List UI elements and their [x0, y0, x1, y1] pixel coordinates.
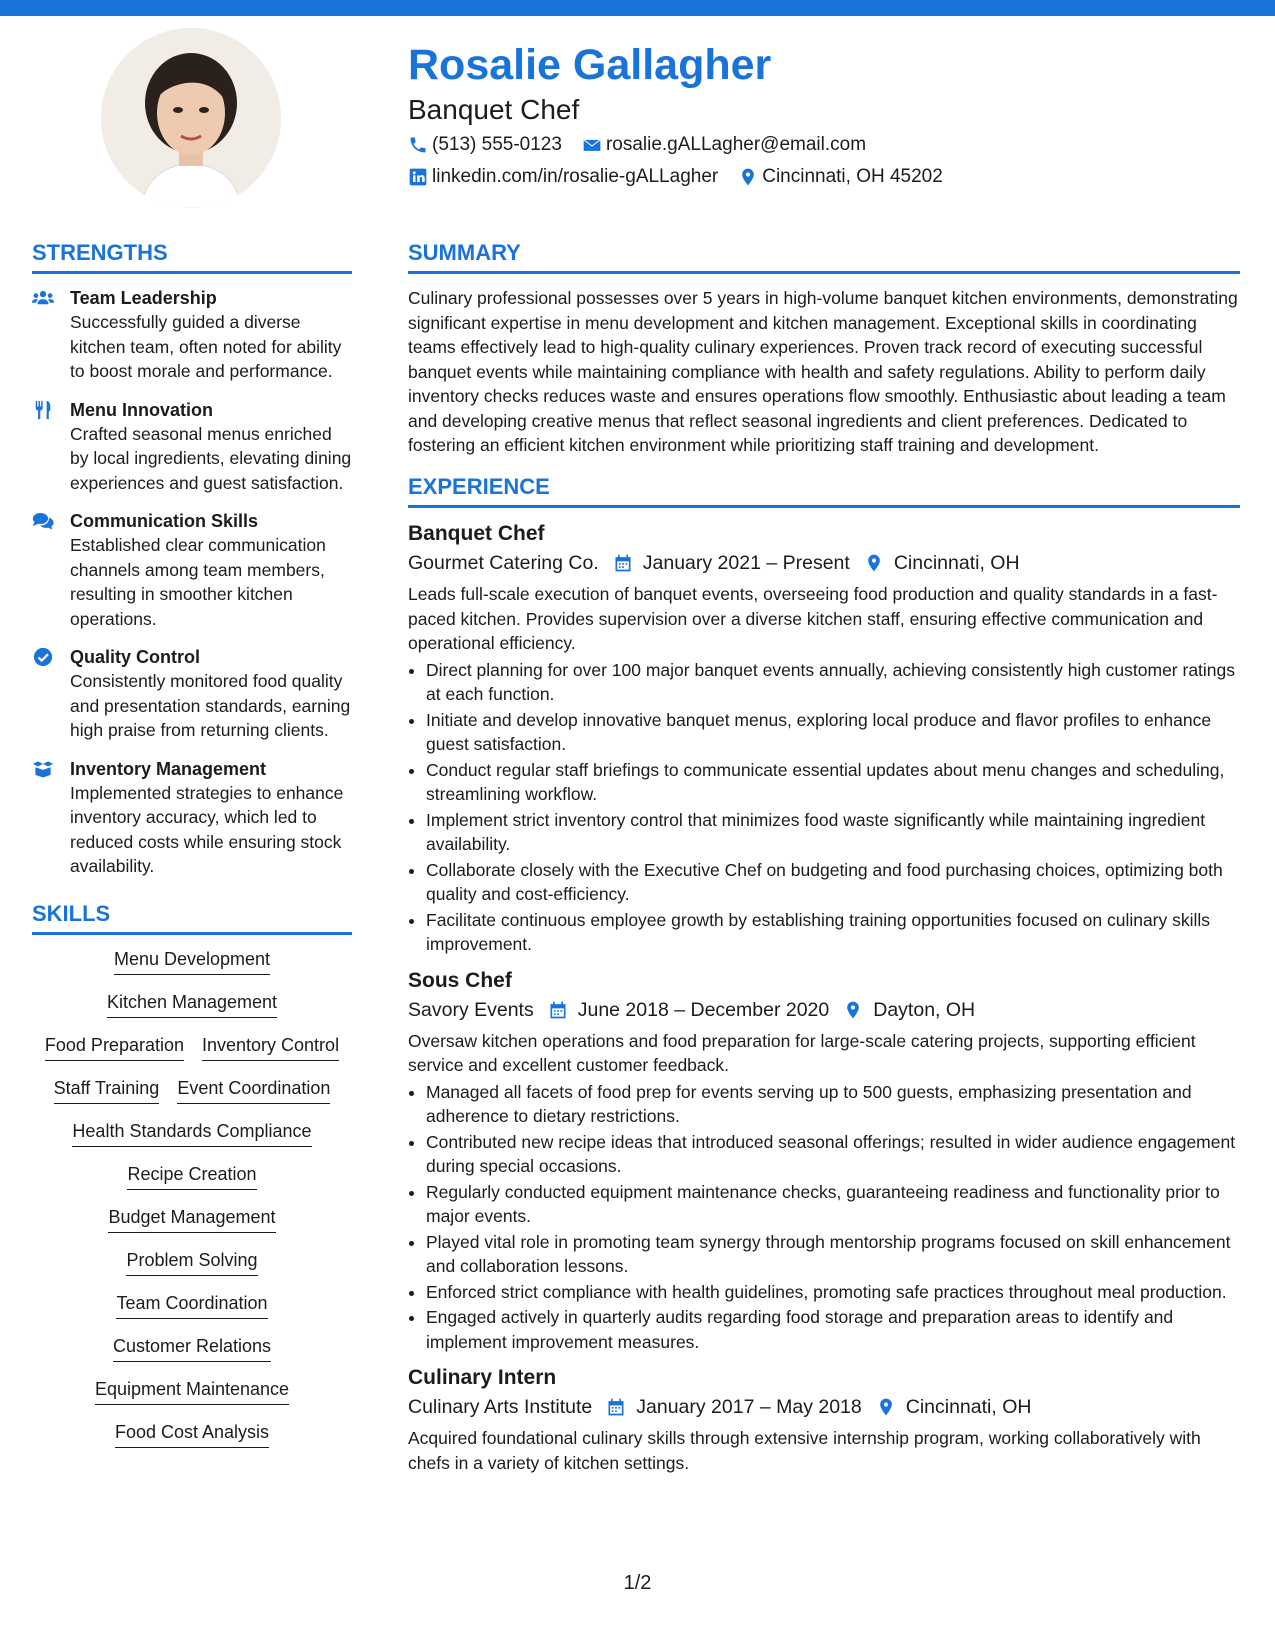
skill-tag: Food Cost Analysis — [115, 1420, 269, 1448]
linkedin-icon — [408, 167, 428, 187]
job-entry — [408, 967, 1240, 1355]
strength-desc: Crafted seasonal menus enriched by local ingredients, elevating dining experiences and guest satisfaction. — [70, 423, 352, 493]
skills-heading: SKILLS — [32, 901, 352, 935]
job-dates: June 2018 – December 2020 — [577, 998, 830, 1021]
bullet-item: • Facilitate continuous employee growth by establishing training opportunities focused on culinary skills improvement. — [426, 908, 1240, 957]
summary-text: Culinary professional possesses over 5 years in high-volume banquet kitchen environments, demonstrating significant expertise in menu development and kitchen management. Exceptional skills in coordinating teams effectively lead to high-quality culinary experiences. Proven track record of executing successful banquet events while maintaining compliance with health and safety regulations. Ability to perform daily inventory checks reduces waste and ensures operations flow smoothly. Enthusiastic about leading a team and developing creative menus that reflect seasonal ingredients and client preferences. Dedicated to fostering an efficient kitchen environment while prioritizing staff training and development. — [408, 288, 1238, 456]
comments-icon — [32, 511, 54, 531]
bullet-item: • Managed all facets of food prep for events serving up to 500 guests, emphasizing presentation and adherence to dietary restrictions. — [426, 1080, 1240, 1129]
strength-title: Quality Control — [70, 647, 200, 668]
job-entry — [408, 520, 1240, 957]
skill-tag: Kitchen Management — [107, 990, 277, 1018]
calendar-icon — [613, 553, 633, 573]
job-entry — [408, 1364, 1240, 1475]
strength-title: Communication Skills — [70, 511, 259, 532]
skill-tag: Customer Relations — [113, 1334, 271, 1362]
check-circle-icon — [32, 647, 54, 667]
contact-row — [408, 166, 963, 188]
utensils-icon — [32, 400, 54, 420]
skill-tag: Team Coordination — [116, 1291, 267, 1319]
strengths-heading: STRENGTHS — [32, 240, 352, 274]
strength-title: Inventory Management — [70, 758, 267, 779]
bullet-item: • Engaged actively in quarterly audits regarding food storage and preparation areas to identify and implement improvement measures. — [426, 1305, 1240, 1354]
company-name: Savory Events — [408, 998, 534, 1021]
skill-tag: Budget Management — [108, 1205, 275, 1233]
location-contact — [738, 166, 943, 188]
strength-item — [32, 757, 352, 879]
job-description: Leads full-scale execution of banquet events, overseeing food production and quality standards in a fast-paced kitchen. Provides supervision over a diverse kitchen staff, ensuring effective communication and operational efficiency. — [408, 584, 1218, 654]
job-location: Cincinnati, OH — [905, 1396, 1032, 1419]
location-text: Cincinnati, OH 45202 — [762, 166, 943, 187]
skill-tag: Event Coordination — [177, 1076, 330, 1104]
skill-tag: Recipe Creation — [127, 1162, 256, 1190]
contact-row — [408, 134, 886, 156]
skill-tag: Staff Training — [54, 1076, 160, 1104]
strength-item — [32, 286, 352, 384]
job-title: Sous Chef — [408, 968, 512, 992]
skill-tag: Problem Solving — [126, 1248, 257, 1276]
job-bullets — [408, 658, 1240, 957]
job-dates: January 2021 – Present — [642, 552, 850, 575]
top-accent-bar — [0, 0, 1275, 16]
bullet-item: • Implement strict inventory control that minimizes food waste significantly while maintaining ingredient availability. — [426, 808, 1240, 857]
skill-tag: Health Standards Compliance — [72, 1119, 311, 1147]
users-icon — [32, 288, 54, 308]
bullet-item: • Conduct regular staff briefings to communicate essential updates about menu changes and scheduling, streamlining workflow. — [426, 758, 1240, 807]
strength-item — [32, 398, 352, 496]
strength-title: Team Leadership — [70, 288, 217, 309]
skills-list — [32, 947, 352, 1448]
skill-tag: Menu Development — [114, 947, 270, 975]
map-pin-icon — [738, 167, 758, 187]
bullet-item: • Initiate and develop innovative banquet menus, exploring local produce and flavor profiles to enhance guest satisfaction. — [426, 708, 1240, 757]
bullet-item: • Regularly conducted equipment maintenance checks, guaranteeing readiness and functionality prior to major events. — [426, 1180, 1240, 1229]
calendar-icon — [548, 1000, 568, 1020]
bullet-item: • Played vital role in promoting team synergy through mentorship programs focused on skill enhancement and collaboration lessons. — [426, 1230, 1240, 1279]
strength-item — [32, 509, 352, 631]
phone-text: (513) 555-0123 — [432, 134, 562, 155]
linkedin-text: linkedin.com/in/rosalie-gALLagher — [432, 166, 719, 187]
bullet-item: • Contributed new recipe ideas that introduced seasonal offerings; resulted in wider audience engagement during special occasions. — [426, 1130, 1240, 1179]
summary-heading: SUMMARY — [408, 240, 1240, 274]
linkedin-contact[interactable] — [408, 166, 718, 188]
job-description: Oversaw kitchen operations and food preparation for large-scale catering projects, supporting efficient service and excellent customer feedback. — [408, 1030, 1196, 1076]
job-dates: January 2017 – May 2018 — [636, 1396, 862, 1419]
map-pin-icon — [864, 553, 884, 573]
skill-tag: Inventory Control — [202, 1033, 339, 1061]
bullet-item: • Collaborate closely with the Executive Chef on budgeting and food purchasing choices, optimizing both quality and cost-efficiency. — [426, 858, 1240, 907]
map-pin-icon — [843, 1000, 863, 1020]
calendar-icon — [606, 1397, 626, 1417]
page-number: 1/2 — [623, 1572, 652, 1594]
skill-tag: Food Preparation — [45, 1033, 184, 1061]
email-contact[interactable] — [582, 134, 866, 156]
profile-photo — [101, 28, 281, 208]
right-column — [408, 240, 1240, 1485]
job-meta — [408, 995, 1240, 1025]
left-column — [32, 240, 352, 1463]
job-bullets — [408, 1080, 1240, 1355]
strength-desc: Established clear communication channels among team members, resulting in smoother kitchen operations. — [70, 535, 326, 629]
company-name: Culinary Arts Institute — [408, 1396, 593, 1419]
strength-item — [32, 645, 352, 743]
bullet-item: • Enforced strict compliance with health guidelines, promoting safe practices throughout meal production. — [426, 1280, 1240, 1305]
job-description: Acquired foundational culinary skills through extensive internship program, working collaboratively with chefs in a variety of kitchen settings. — [408, 1428, 1201, 1473]
job-meta — [408, 548, 1240, 578]
bullet-item: • Direct planning for over 100 major banquet events annually, achieving consistently high customer ratings at each function. — [426, 658, 1240, 707]
candidate-role: Banquet Chef — [408, 94, 580, 125]
job-title: Banquet Chef — [408, 522, 545, 546]
job-title: Culinary Intern — [408, 1366, 557, 1390]
phone-icon — [408, 135, 428, 155]
email-text: rosalie.gALLagher@email.com — [605, 134, 867, 155]
strength-desc: Consistently monitored food quality and presentation standards, earning high praise from returning clients. — [70, 671, 351, 741]
map-pin-icon — [876, 1397, 896, 1417]
candidate-name: Rosalie Gallagher — [408, 41, 772, 89]
strength-desc: Successfully guided a diverse kitchen team, often noted for ability to boost morale and performance. — [70, 312, 342, 382]
envelope-icon — [582, 135, 602, 155]
experience-heading: EXPERIENCE — [408, 474, 1240, 508]
job-location: Dayton, OH — [873, 998, 976, 1021]
phone-contact[interactable] — [408, 134, 562, 156]
box-open-icon — [32, 759, 54, 779]
skill-tag: Equipment Maintenance — [95, 1377, 289, 1405]
strength-desc: Implemented strategies to enhance inventory accuracy, which led to reduced costs while ensuring stock availability. — [70, 782, 344, 877]
company-name: Gourmet Catering Co. — [408, 552, 599, 575]
job-location: Cincinnati, OH — [893, 552, 1020, 575]
strengths-list — [32, 286, 352, 879]
strength-title: Menu Innovation — [70, 399, 213, 420]
job-meta — [408, 1392, 1240, 1422]
